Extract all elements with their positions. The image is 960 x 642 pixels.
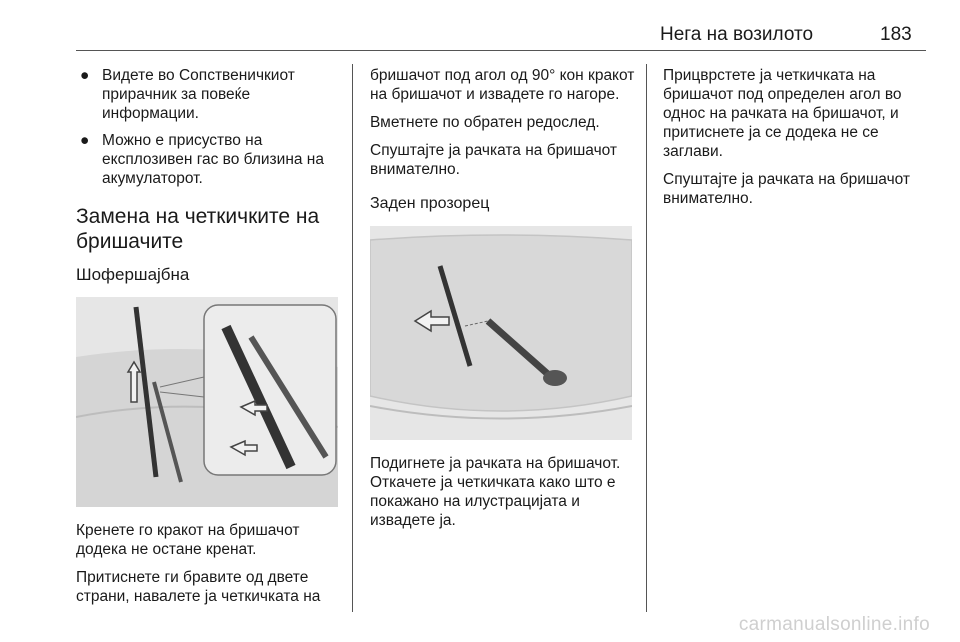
windshield-wiper-illustration <box>76 297 338 507</box>
paragraph: Спуштајте ја рачката на бришачот внимателно. <box>663 171 911 207</box>
paragraph: бришачот под агол од 90° кон кракот на бришачот и извадете го нагоре. <box>370 67 635 103</box>
paragraph: Притиснете ги бравите од двете страни, навалете ја четкичката на <box>76 569 321 605</box>
bullet-text: Можно е присуство на експлозивен гас во близина на акумулаторот. <box>102 132 324 187</box>
column-2 <box>370 66 638 539</box>
paragraph: Прицврстете ја четкичката на бришачот под определен агол во однос на рачката на бришачот, и притиснете ја се додека не се заглави. <box>663 67 902 160</box>
section-heading: Замена на четкичките на бришачите <box>76 205 320 253</box>
column-divider <box>352 64 353 612</box>
bullet-dot-icon: ● <box>80 132 90 149</box>
bullet-item <box>76 66 342 123</box>
column-divider <box>646 64 647 612</box>
header-rule <box>76 50 926 51</box>
paragraph: Подигнете ја рачката на бришачот. Откачете ја четкичката како што е покажано на илустрацијата и извадете ја. <box>370 455 621 529</box>
bullet-item <box>76 131 342 188</box>
rear-window-wiper-illustration <box>370 226 632 440</box>
paragraph: Вметнете по обратен редослед. <box>370 114 600 131</box>
bullet-dot-icon: ● <box>80 67 90 84</box>
paragraph: Спуштајте ја рачката на бришачот внимателно. <box>370 142 618 178</box>
paragraph: Кренете го кракот на бришачот додека не остане кренат. <box>76 522 300 558</box>
page-number: 183 <box>880 24 912 45</box>
subsection-heading: Заден прозорец <box>370 195 490 212</box>
header-title: Нега на возилото <box>660 24 814 45</box>
bullet-text: Видете во Сопственичкиот прирачник за повеќе информации. <box>102 67 295 122</box>
column-3 <box>663 66 925 217</box>
subsection-heading: Шофершајбна <box>76 265 190 284</box>
column-1 <box>76 66 342 615</box>
watermark: carmanualsonline.info <box>738 614 930 635</box>
